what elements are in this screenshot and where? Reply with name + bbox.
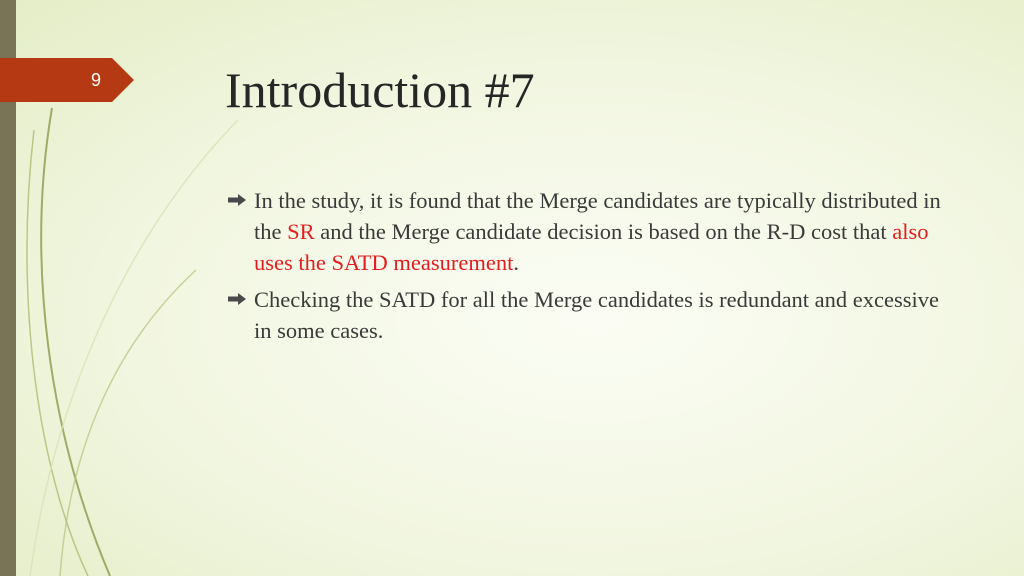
bullet-text-segment: and the Merge candidate decision is based on the R-D cost that: [314, 219, 893, 244]
slide-title: Introduction #7: [225, 62, 535, 118]
highlight-satd-measurement: also uses the SATD measurement: [254, 219, 929, 275]
highlight-sr: SR: [287, 219, 315, 244]
bullet-item: [228, 284, 958, 346]
bullet-text-segment: Checking the SATD for all the Merge candidates is redundant and excessive in some cases.: [254, 287, 940, 343]
arrow-right-icon: [228, 293, 246, 305]
bullet-item: [228, 185, 958, 278]
bullet-list: [228, 185, 958, 352]
slide-number: 9: [90, 70, 101, 90]
slide-number-tag: [0, 58, 134, 102]
bullet-text-segment: In the study, it is found that the Merge candidates are typically distributed in the: [254, 188, 941, 244]
bullet-text-segment: .: [513, 250, 519, 275]
arrow-right-icon: [228, 194, 246, 206]
